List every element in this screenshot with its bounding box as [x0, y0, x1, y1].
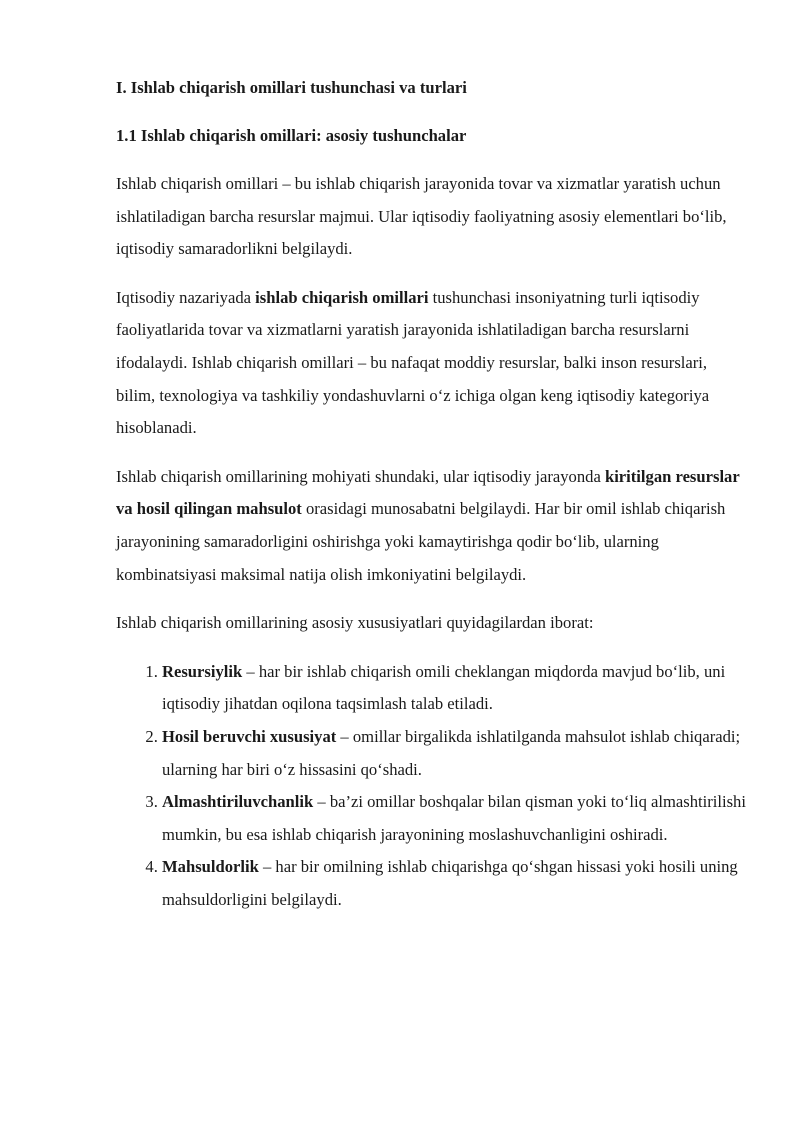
paragraph-theory: [116, 282, 746, 445]
paragraph-essence: [116, 461, 746, 591]
paragraph-definition: Ishlab chiqarish omillari – bu ishlab chiqarish jarayonida tovar va xizmatlar yaratish uchun ishlatiladigan barcha resurslar majmui. Ular iqtisodiy faoliyatning asosiy elementlari bo‘lib, iqtisodiy samaradorlikni belgilaydi.: [116, 174, 727, 259]
paragraph-list-intro: Ishlab chiqarish omillarining asosiy xususiyatlari quyidagilardan iborat:: [116, 613, 594, 633]
paragraph-theory-text-before: Iqtisodiy nazariyada: [116, 287, 256, 307]
paragraph-theory-bold: ishlab chiqarish omillari: [255, 287, 429, 307]
paragraph-essence-text-after: orasidagi munosabatni belgilaydi. Har bir omil ishlab chiqarish jarayonining samaradorligini oshirishga yoki kamaytirishga qodir bo‘lib, ularning kombinatsiyasi maksimal natija olish imkoniyatini belgilaydi.: [116, 499, 726, 584]
list-item-term: Almashtiriluvchanlik: [162, 792, 314, 812]
paragraph-essence-text-before: Ishlab chiqarish omillarining mohiyati shundaki, ular iqtisodiy jarayonda: [116, 466, 605, 486]
list-item: [162, 851, 746, 916]
list-item: [162, 786, 746, 851]
paragraph-theory-text-after: tushunchasi insoniyatning turli iqtisodiy faoliyatlarida tovar va xizmatlarni yaratish jarayonida ishlatiladigan barcha resurslarni ifodalaydi. Ishlab chiqarish omillari – bu nafaqat moddiy resurslar, balki inson resurslari, bilim, texnologiya va tashkiliy yondashuvlarni o‘z ichiga olgan keng iqtisodiy kategoriya hisoblanadi.: [116, 287, 710, 438]
list-item-text: – har bir omilning ishlab chiqarishga qo‘shgan hissasi yoki hosili uning mahsuldorligini belgilaydi.: [162, 857, 738, 909]
features-list: [116, 656, 746, 917]
list-item-text: – ba’zi omillar boshqalar bilan qisman yoki to‘liq almashtirilishi mumkin, bu esa ishlab chiqarish jarayonining moslashuvchanligini oshiradi.: [162, 792, 746, 844]
list-item-text: – omillar birgalikda ishlatilganda mahsulot ishlab chiqaradi; ularning har biri o‘z hissasini qo‘shadi.: [162, 726, 741, 779]
list-item-text: – har bir ishlab chiqarish omili cheklangan miqdorda mavjud bo‘lib, uni iqtisodiy jihatdan oqilona taqsimlash talab etiladi.: [162, 661, 726, 714]
section-heading: I. Ishlab chiqarish omillari tushunchasi va turlari: [116, 78, 467, 97]
document-page: [116, 74, 746, 916]
list-item: [162, 721, 746, 786]
list-item-term: Hosil beruvchi xususiyat: [162, 726, 337, 746]
subsection-heading: 1.1 Ishlab chiqarish omillari: asosiy tushunchalar: [116, 126, 467, 145]
paragraph-essence-bold: kiritilgan resurslar va hosil qilingan mahsulot: [116, 466, 740, 519]
list-item-term: Mahsuldorlik: [162, 857, 259, 877]
list-item-term: Resursiylik: [162, 661, 243, 681]
list-item: [162, 656, 746, 721]
